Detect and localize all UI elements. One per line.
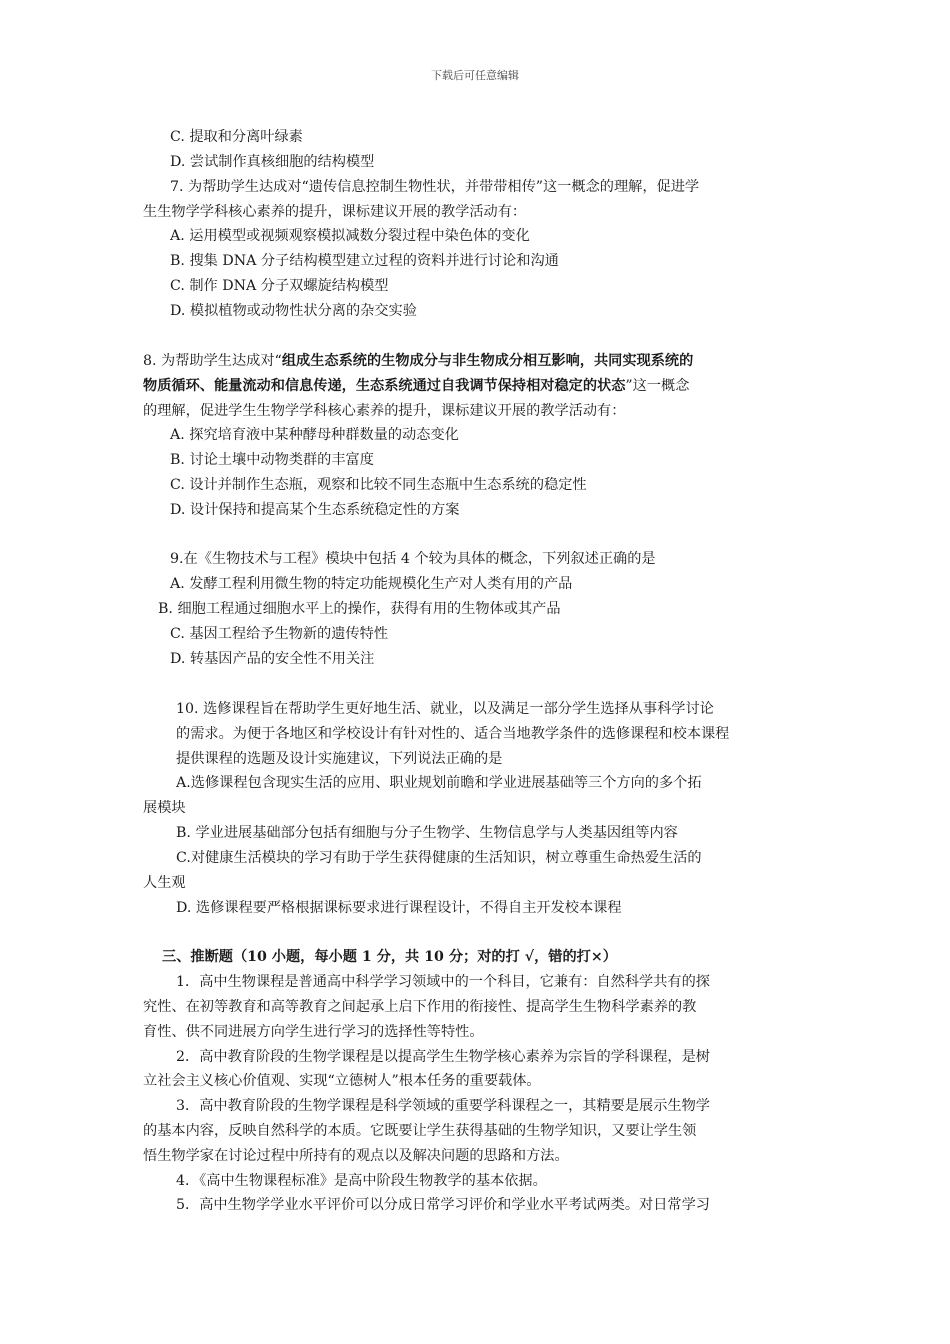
q8-stem-suffix: ”这一概念 bbox=[625, 378, 690, 394]
q7-option-c: C. 制作 DNA 分子双螺旋结构模型 bbox=[170, 278, 389, 294]
q8-stem-line2 bbox=[143, 377, 689, 395]
q8-stem-bold-1: 组成生态系统的生物成分与非生物成分相互影响，共同实现系统的 bbox=[281, 353, 694, 369]
q8-stem-line1 bbox=[143, 352, 693, 370]
q8-stem-line3: 的理解，促进学生生物学学科核心素养的提升，课标建议开展的教学活动有： bbox=[143, 403, 626, 419]
q6-option-c: C. 提取和分离叶绿素 bbox=[170, 129, 303, 145]
q10-option-c-line2: 人生观 bbox=[143, 875, 186, 891]
q9-option-a: A. 发酵工程利用微生物的特定功能规模化生产对人类有用的产品 bbox=[170, 576, 573, 592]
q10-option-c-line1: C.对健康生活模块的学习有助于学生获得健康的生活知识，树立尊重生命热爱生活的 bbox=[176, 850, 702, 866]
q10-option-a-line1: A.选修课程包含现实生活的应用、职业规划前瞻和学业进展基础等三个方向的多个拓 bbox=[176, 775, 702, 791]
q10-stem-line3: 提供课程的选题及设计实施建议，下列说法正确的是 bbox=[176, 751, 503, 767]
q8-stem-prefix: 8. 为帮助学生达成对“ bbox=[143, 353, 282, 369]
q8-option-d: D. 设计保持和提高某个生态系统稳定性的方案 bbox=[170, 502, 460, 518]
q9-option-c: C. 基因工程给予生物新的遗传特性 bbox=[170, 626, 388, 642]
q9-stem: 9.在《生物技术与工程》模块中包括 4 个较为具体的概念，下列叙述正确的是 bbox=[170, 551, 656, 567]
q9-option-d: D. 转基因产品的安全性不用关注 bbox=[170, 651, 375, 667]
q7-stem-line1: 7. 为帮助学生达成对“遗传信息控制生物性状，并带带相传”这一概念的理解，促进学 bbox=[170, 179, 700, 195]
q10-stem-line2: 的需求。为便于各地区和学校设计有针对性的、适合当地教学条件的选修课程和校本课程 bbox=[176, 726, 730, 742]
q7-option-b: B. 搜集 DNA 分子结构模型建立过程的资料并进行讨论和沟通 bbox=[170, 253, 559, 269]
judge-3-line3: 悟生物学家在讨论过程中所持有的观点以及解决问题的思路和方法。 bbox=[143, 1148, 569, 1164]
judge-1-line3: 育性、供不同进展方向学生进行学习的选择性等特性。 bbox=[143, 1024, 484, 1040]
q7-stem-line2: 生生物学学科核心素养的提升，课标建议开展的教学活动有： bbox=[143, 204, 527, 220]
q6-option-d: D. 尝试制作真核细胞的结构模型 bbox=[170, 154, 375, 170]
q8-option-b: B. 讨论土壤中动物类群的丰富度 bbox=[170, 452, 374, 468]
judge-4: 4．《高中生物课程标准》是高中阶段生物教学的基本依据。 bbox=[176, 1173, 547, 1189]
q7-option-d: D. 模拟植物或动物性状分离的杂交实验 bbox=[170, 303, 417, 319]
judge-3-line1: 3．高中教育阶段的生物学课程是科学领域的重要学科课程之一，其精要是展示生物学 bbox=[176, 1098, 710, 1114]
judge-5-line1: 5．高中生物学学业水平评价可以分成日常学习评价和学业水平考试两类。对日常学习 bbox=[176, 1197, 710, 1213]
judge-1-line1: 1．高中生物课程是普通高中科学学习领域中的一个科目，它兼有：自然科学共有的探 bbox=[176, 974, 710, 990]
q10-option-b: B. 学业进展基础部分包括有细胞与分子生物学、生物信息学与人类基因组等内容 bbox=[176, 825, 678, 841]
q10-option-d: D. 选修课程要严格根据课标要求进行课程设计，不得自主开发校本课程 bbox=[176, 900, 622, 916]
judge-2-line2: 立社会主义核心价值观、实现“立德树人”根本任务的重要载体。 bbox=[143, 1073, 541, 1089]
q9-option-b: B. 细胞工程通过细胞水平上的操作，获得有用的生物体或其产品 bbox=[158, 601, 561, 617]
q10-option-a-line2: 展模块 bbox=[143, 800, 186, 816]
q8-option-a: A. 探究培育液中某种酵母种群数量的动态变化 bbox=[170, 427, 459, 443]
section-3-title: 三、推断题（10 小题，每小题 1 分，共 10 分；对的打 √，错的打×） bbox=[162, 949, 617, 965]
page-header: 下载后可任意编辑 bbox=[431, 69, 519, 82]
judge-1-line2: 究性、在初等教育和高等教育之间起承上启下作用的衔接性、提高学生生物科学素养的教 bbox=[143, 999, 697, 1015]
judge-3-line2: 的基本内容，反映自然科学的本质。它既要让学生获得基础的生物学知识，又要让学生领 bbox=[143, 1123, 697, 1139]
q8-option-c: C. 设计并制作生态瓶，观察和比较不同生态瓶中生态系统的稳定性 bbox=[170, 477, 587, 493]
q10-stem-line1: 10. 选修课程旨在帮助学生更好地生活、就业，以及满足一部分学生选择从事科学讨论 bbox=[176, 701, 714, 717]
judge-2-line1: 2．高中教育阶段的生物学课程是以提高学生生物学核心素养为宗旨的学科课程，是树 bbox=[176, 1049, 710, 1065]
q7-option-a: A. 运用模型或视频观察模拟减数分裂过程中染色体的变化 bbox=[170, 228, 530, 244]
q8-stem-bold-2: 物质循环、能量流动和信息传递，生态系统通过自我调节保持相对稳定的状态 bbox=[143, 378, 626, 394]
